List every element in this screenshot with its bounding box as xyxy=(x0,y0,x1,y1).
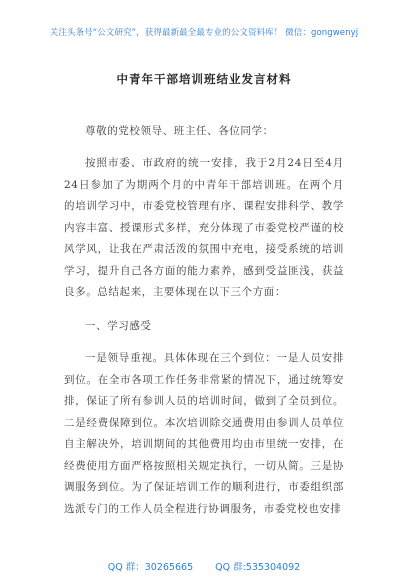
document-title: 中青年干部培训班结业发言材料 xyxy=(116,72,292,86)
salutation: 尊敬的党校领导、班主任、各位同学： xyxy=(85,125,274,137)
section-heading: 一、学习感受 xyxy=(85,320,152,332)
paragraph-intro: 按照市委、市政府的统一安排，我于2月24日至4月24日参加了为期两个月的中青年干部培训班。在两个月的培训学习中，市委党校管理有序、课程安排科学、教学内容丰富、授课形式多样，充分体现了市委党校严谨的校风学风，让我在严肃活泼的氛围中充电，接受系统的培训学习，提升自己各方面的能力素养，感到受益匪浅，获益良多。总结起来，主要体现在以下三个方面： xyxy=(64,157,344,298)
paragraph-leadership: 一是领导重视。具体体现在三个到位：一是人员安排到位。在全市各项工作任务非常紧的情况下，通过统筹安排，保证了所有参训人员的培训时间，做到了全员到位。二是经费保障到位。本次培训除交通费用由参训人员单位自主解决外，培训期间的其他费用均由市里统一安排，在经费使用方面严格按照相关规定执行，一切从简。三是协调服务到位。为了保证培训工作的顺利进行，市委组织部选派专门的工作人员全程进行协调服务，市委党校也安排 xyxy=(64,352,344,515)
header-promo-note: 关注头条号“公文研究”，获得最新最全最专业的公文资料库！ 微信：gongwenyj xyxy=(49,28,359,38)
footer-contact xyxy=(0,559,408,573)
footer-qq-group-2: QQ 群:535304092 xyxy=(215,562,301,573)
footer-qq-group-1: QQ 群：30265665 xyxy=(107,562,194,573)
